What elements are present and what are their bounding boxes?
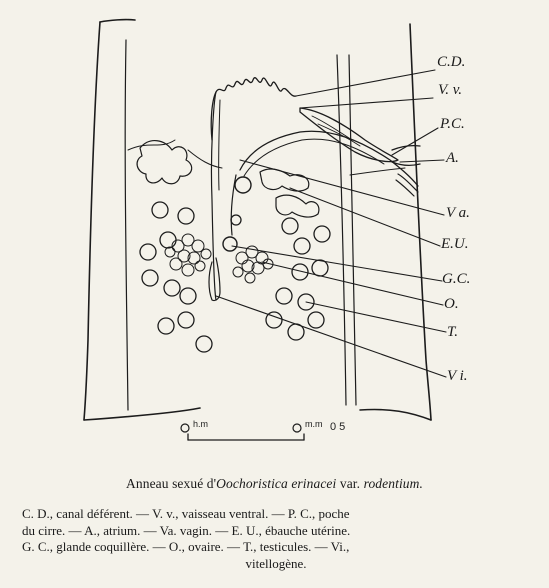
title-prefix: Anneau sexué d' <box>126 476 217 491</box>
label-gc: G.C. <box>442 271 471 287</box>
title-variety: rodentium. <box>363 476 423 491</box>
vagina <box>240 131 418 186</box>
label-cd: C.D. <box>437 54 466 70</box>
segment-bottom-line <box>84 408 200 420</box>
figure-title <box>0 476 549 492</box>
label-pc: P.C. <box>440 116 465 132</box>
leader-lines <box>216 70 446 377</box>
label-eu: E.U. <box>441 236 469 252</box>
label-o: O. <box>444 296 459 312</box>
scale-right-text: m.m <box>305 419 323 429</box>
receptaculum <box>235 177 251 193</box>
segment-right-edge <box>410 24 431 420</box>
scale-right-value: 0 5 <box>330 421 346 433</box>
legend-line-1: C. D., canal déférent. — V. v., vaisseau ventral. — P. C., poche <box>22 506 350 521</box>
label-a: A. <box>446 150 459 166</box>
label-t: T. <box>447 324 458 340</box>
vitellogene <box>165 234 211 276</box>
cirrus-pouch <box>300 108 398 162</box>
legend-line-3: G. C., glande coquillère. — O., ovaire. — T., testicules. — Vi., <box>22 539 350 554</box>
label-vv: V. v. <box>438 82 463 98</box>
right-ventral-vessel <box>349 55 356 405</box>
legend-line-2: du cirre. — A., atrium. — Va. vagin. — E. U., ébauche utérine. <box>22 522 351 538</box>
label-va: V a. <box>446 205 470 221</box>
canal-deferent <box>211 78 296 140</box>
left-ventral-vessel <box>125 40 128 410</box>
shell-gland <box>223 237 237 251</box>
legend-line-4: vitellogène. <box>245 555 307 571</box>
segment-left-edge <box>84 22 100 420</box>
title-mid: var. <box>336 476 364 491</box>
uterine-anlage <box>137 141 192 184</box>
figure-legend <box>22 506 530 572</box>
title-species: Oochoristica erinacei <box>216 476 337 491</box>
label-vi: V i. <box>447 368 468 384</box>
scale-left-text: h.m <box>193 419 209 429</box>
segment-top-line <box>100 20 135 22</box>
